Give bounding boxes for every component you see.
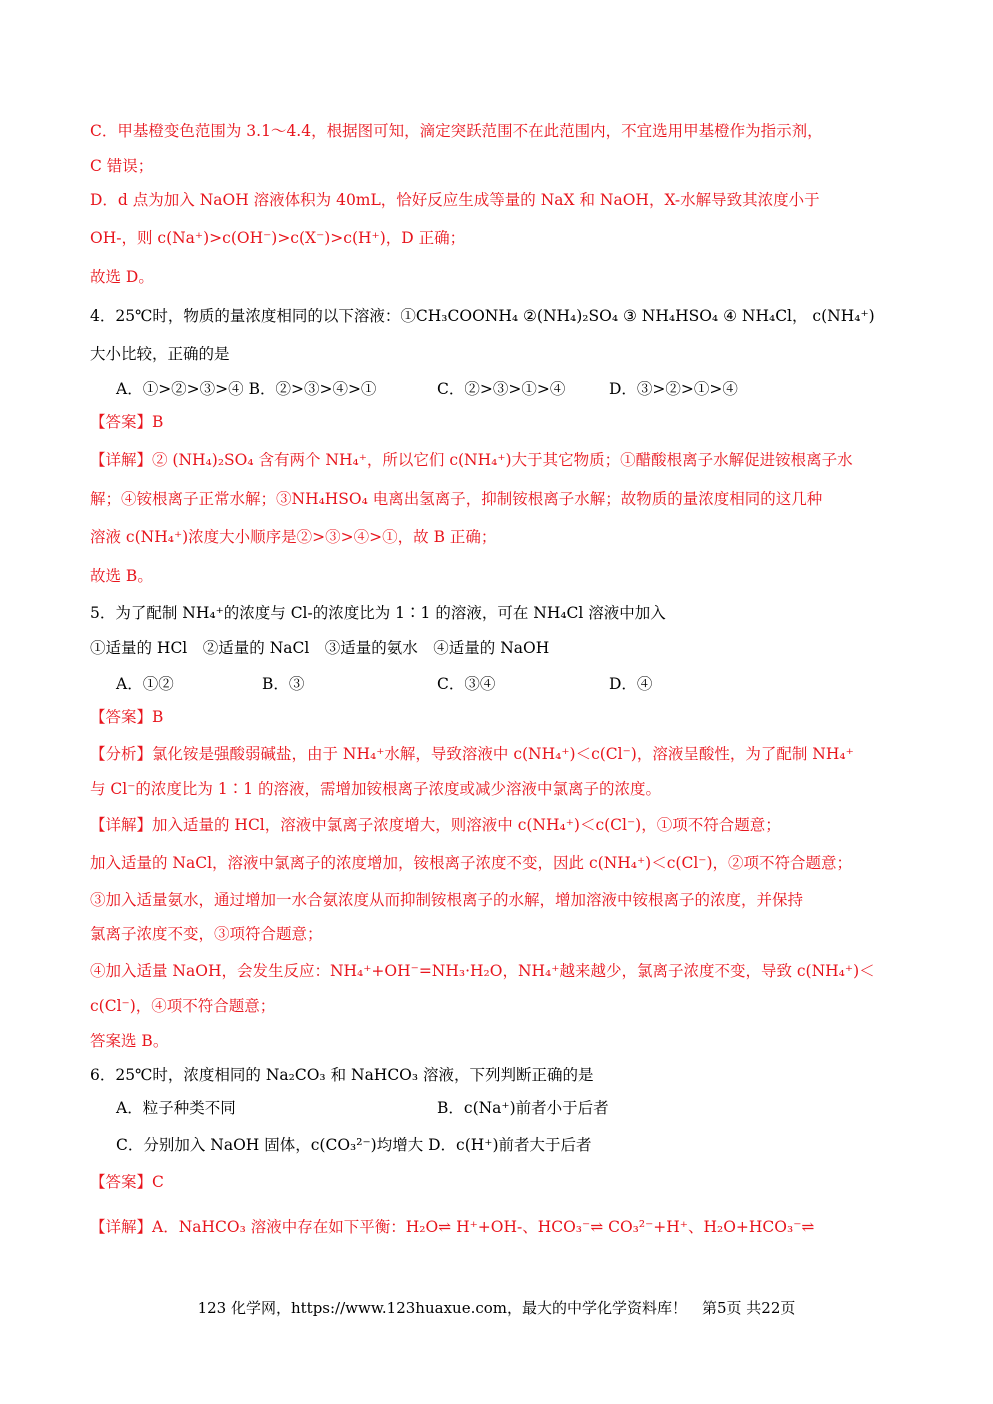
answer-label: 【答案】C — [90, 1173, 164, 1191]
analysis-line: 【分析】氯化铵是强酸弱碱盐，由于 NH₄⁺水解，导致溶液中 c(NH₄⁺)＜c(Cl⁻)，溶液呈酸性，为了配制 NH₄⁺ — [90, 745, 854, 763]
explanation-line: ③加入适量氨水，通过增加一水合氨浓度从而抑制铵根离子的水解，增加溶液中铵根离子的浓度，并保持 — [90, 891, 804, 909]
analysis-line: 与 Cl⁻的浓度比为 1∶1 的溶液，需增加铵根离子浓度或减少溶液中氯离子的浓度。 — [90, 780, 662, 798]
explanation-line: 【详解】加入适量的 HCl，溶液中氯离子浓度增大，则溶液中 c(NH₄⁺)＜c(Cl⁻)，①项不符合题意； — [90, 816, 781, 834]
text-line: C 错误； — [90, 157, 154, 175]
text-line: OH-，则 c(Na⁺)>c(OH⁻)>c(X⁻)>c(H⁺)，D 正确； — [90, 229, 466, 247]
explanation-line: 溶液 c(NH₄⁺)浓度大小顺序是②>③>④>①，故 B 正确； — [90, 528, 497, 546]
answer-label: 【答案】B — [90, 708, 164, 726]
question-5: 5．为了配制 NH₄⁺的浓度与 Cl-的浓度比为 1∶1 的溶液，可在 NH₄Cl 溶液中加入 — [90, 604, 666, 622]
text-line: 大小比较，正确的是 — [90, 345, 230, 363]
option-c: C．②>③>①>④ — [437, 380, 566, 398]
text-line: D．d 点为加入 NaOH 溶液体积为 40mL，恰好反应生成等量的 NaX 和 NaOH，X-水解导致其浓度小于 — [90, 191, 820, 209]
option-d: D．③>②>①>④ — [609, 380, 738, 398]
explanation-line: 【详解】② (NH₄)₂SO₄ 含有两个 NH₄⁺，所以它们 c(NH₄⁺)大于其它物质；①醋酸根离子水解促进铵根离子水 — [90, 451, 853, 469]
question-6: 6．25℃时，浓度相同的 Na₂CO₃ 和 NaHCO₃ 溶液，下列判断正确的是 — [90, 1066, 594, 1084]
text-line: 答案选 B。 — [90, 1032, 169, 1050]
option-d: D．④ — [609, 675, 653, 693]
option-a: A．粒子种类不同 — [116, 1099, 236, 1117]
explanation-line: 氯离子浓度不变，③项符合题意； — [90, 925, 323, 943]
option-a-b: A．①>②>③>④ B．②>③>④>① — [116, 380, 377, 398]
explanation-line: 【详解】A．NaHCO₃ 溶液中存在如下平衡：H₂O⇌ H⁺+OH-、HCO₃⁻⇌ CO₃²⁻+H⁺、H₂O+HCO₃⁻⇌ — [90, 1218, 815, 1236]
explanation-line: c(Cl⁻)，④项不符合题意； — [90, 997, 276, 1015]
text-line: 故选 B。 — [90, 567, 153, 585]
option-b: B．c(Na⁺)前者小于后者 — [437, 1099, 609, 1117]
page-footer: 123 化学网，https://www.123huaxue.com，最大的中学化学资料库！ 第5页 共22页 — [197, 1299, 796, 1317]
text-line: ①适量的 HCl ②适量的 NaCl ③适量的氨水 ④适量的 NaOH — [90, 639, 550, 657]
text-line: 故选 D。 — [90, 268, 154, 286]
text-line: C．甲基橙变色范围为 3.1～4.4，根据图可知，滴定突跃范围不在此范围内，不宜选用甲基橙作为指示剂， — [90, 122, 823, 140]
option-b: B．③ — [262, 675, 305, 693]
explanation-line: 加入适量的 NaCl，溶液中氯离子的浓度增加，铵根离子浓度不变，因此 c(NH₄⁺)＜c(Cl⁻)，②项不符合题意； — [90, 854, 853, 872]
option-c: C．③④ — [437, 675, 496, 693]
explanation-line: ④加入适量 NaOH，会发生反应：NH₄⁺+OH⁻=NH₃·H₂O，NH₄⁺越来越少，氯离子浓度不变，导致 c(NH₄⁺)＜ — [90, 962, 875, 980]
answer-label: 【答案】B — [90, 413, 164, 431]
question-4: 4．25℃时，物质的量浓度相同的以下溶液：①CH₃COONH₄ ②(NH₄)₂SO₄ ③ NH₄HSO₄ ④ NH₄Cl， c(NH₄⁺) — [90, 307, 875, 325]
explanation-line: 解；④铵根离子正常水解；③NH₄HSO₄ 电离出氢离子，抑制铵根离子水解；故物质的量浓度相同的这几种 — [90, 490, 823, 508]
option-a: A．①② — [116, 675, 174, 693]
option-c-d: C．分别加入 NaOH 固体，c(CO₃²⁻)均增大 D．c(H⁺)前者大于后者 — [116, 1136, 592, 1154]
